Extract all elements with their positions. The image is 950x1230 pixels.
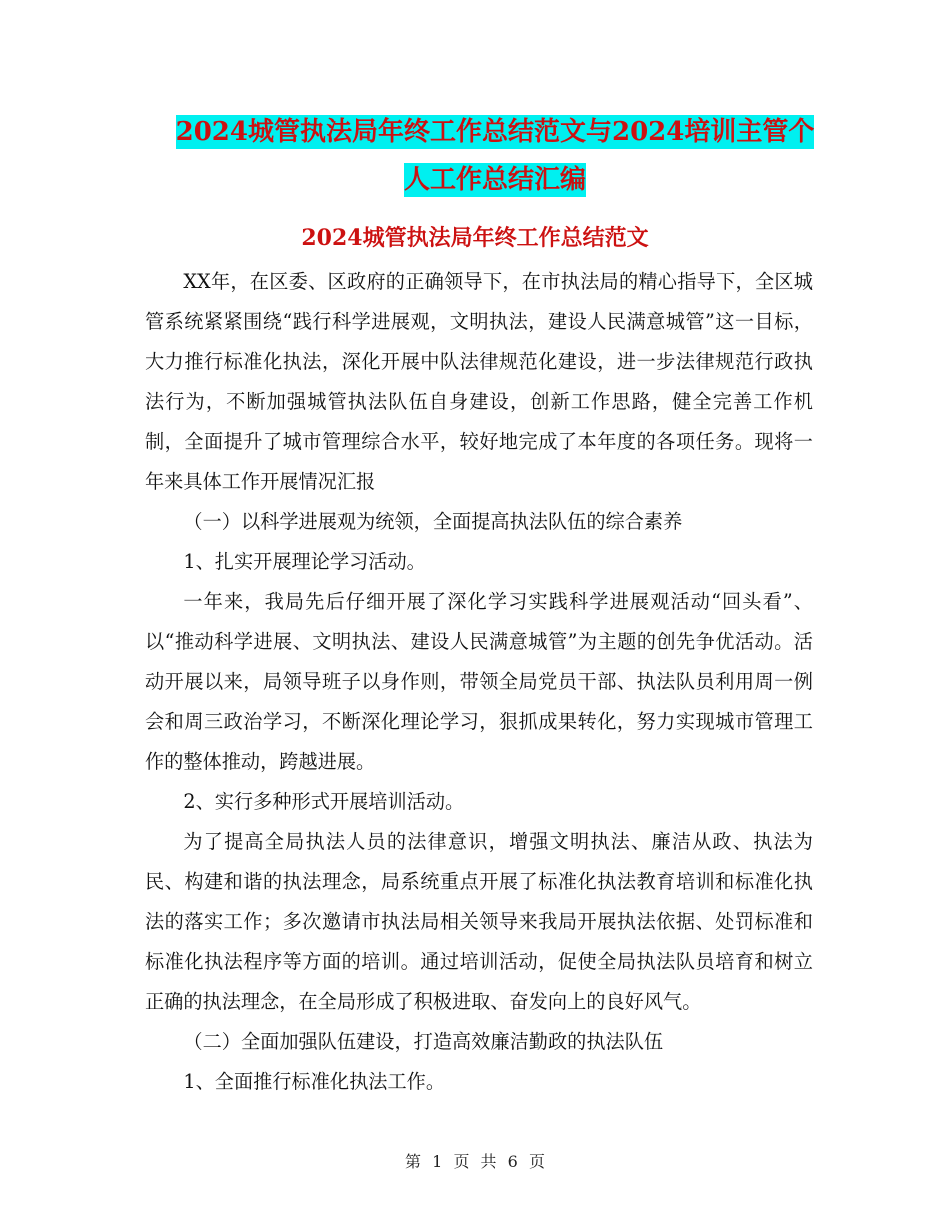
footer-total-pages: 6	[507, 1152, 518, 1171]
heading-part-2: （二）全面加强队伍建设，打造高效廉洁勤政的执法队伍	[183, 1030, 664, 1053]
footer-label-total: 共	[480, 1152, 497, 1171]
document-title-line-2: 人工作总结汇编	[403, 165, 586, 195]
section-title: 2024城管执法局年终工作总结范文	[301, 225, 649, 251]
paragraph-1-1: 一年来，我局先后仔细开展了深化学习实践科学进展观活动“回头看”、以“推动科学进展、文明执法、建设人民满意城管”为主题的创先争优活动。活动开展以来，局领导班子以身作则，带领全局党员干部、执法队员利用周一例会和周三政治学习，不断深化理论学习，狠抓成果转化，努力实现城市管理工作的整体推动，跨越进展。	[145, 590, 813, 773]
subheading-1-1: 1、扎实开展理论学习活动。	[183, 550, 426, 573]
footer-label-total-unit: 页	[528, 1152, 545, 1171]
heading-part-1: （一）以科学进展观为统领，全面提高执法队伍的综合素养	[183, 510, 683, 533]
page-footer	[0, 1150, 950, 1174]
paragraph-1-2: 为了提高全局执法人员的法律意识，增强文明执法、廉洁从政、执法为民、构建和谐的执法理念，局系统重点开展了标准化执法教育培训和标准化执法的落实工作；多次邀请市执法局相关领导来我局开展执法依据、处罚标准和标准化执法程序等方面的培训。通过培训活动，促使全局执法队员培育和树立正确的执法理念，在全局形成了积极进取、奋发向上的良好风气。	[145, 830, 813, 1013]
subheading-1-2: 2、实行多种形式开展培训活动。	[183, 790, 465, 813]
subheading-2-1: 1、全面推行标准化执法工作。	[183, 1070, 446, 1093]
paragraph-intro: XX年，在区委、区政府的正确领导下，在市执法局的精心指导下，全区城管系统紧紧围绕“践行科学进展观，文明执法，建设人民满意城管”这一目标，大力推行标准化执法，深化开展中队法律规范化建设，进一步法律规范行政执法行为，不断加强城管执法队伍自身建设，创新工作思路，健全完善工作机制，全面提升了城市管理综合水平，较好地完成了本年度的各项任务。现将一年来具体工作开展情况汇报	[145, 270, 813, 493]
footer-current-page: 1	[432, 1152, 443, 1171]
document-title	[150, 108, 840, 204]
document-title-line-1: 2024城管执法局年终工作总结范文与2024培训主管个	[175, 117, 815, 147]
footer-label-page-unit: 页	[453, 1152, 470, 1171]
footer-label-page: 第	[405, 1152, 422, 1171]
document-body	[145, 262, 813, 1102]
